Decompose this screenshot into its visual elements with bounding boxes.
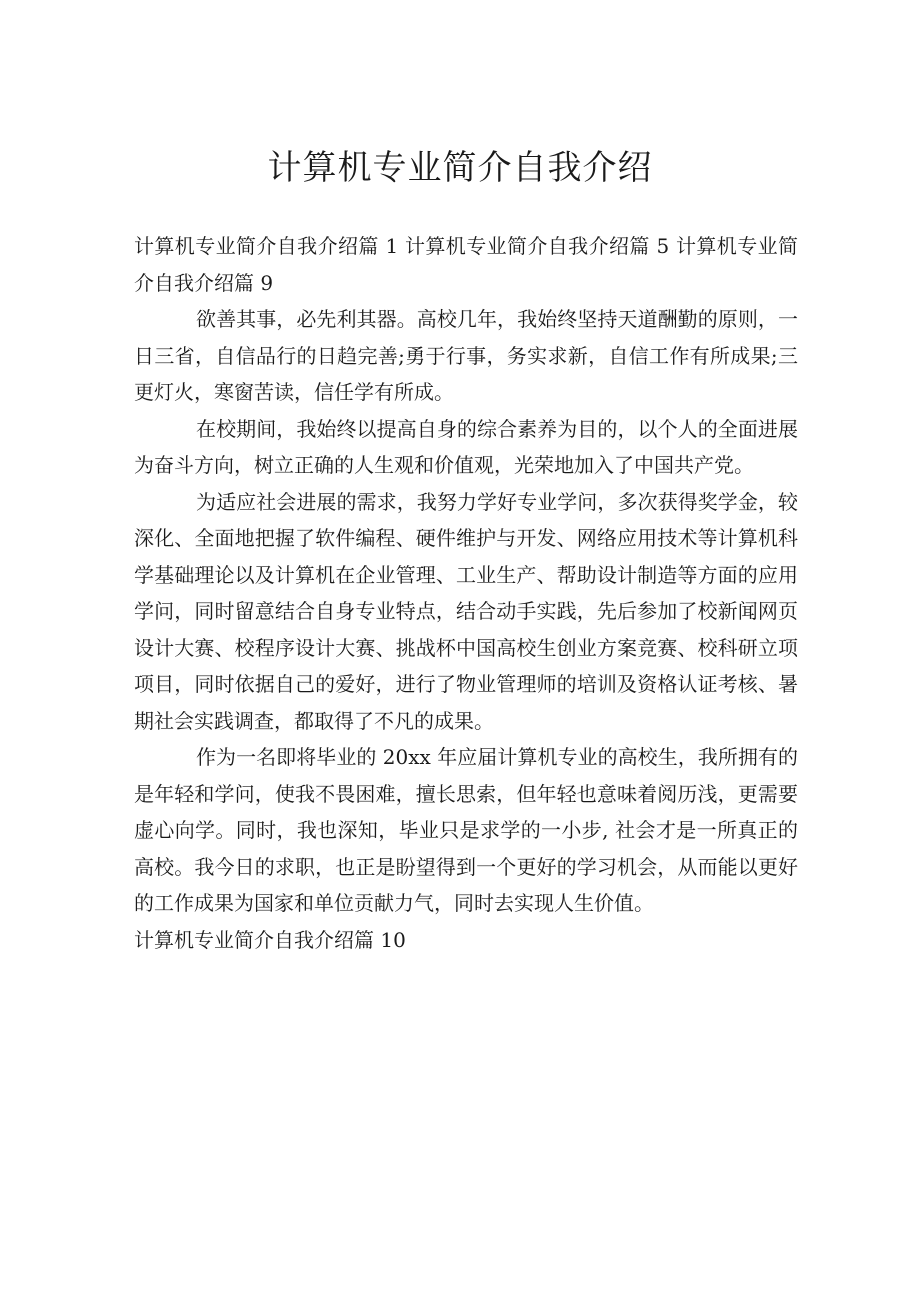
section-heading-list: 计算机专业简介自我介绍篇 1 计算机专业简介自我介绍篇 5 计算机专业简介自我介绍篇 9 bbox=[134, 234, 798, 295]
body-paragraph-1: 欲善其事，必先利其器。高校几年，我始终坚持天道酬勤的原则，一日三省，自信品行的日趋完善;勇于行事，务实求新，自信工作有所成果;三更灯火，寒窗苦读，信任学有所成。 bbox=[134, 307, 798, 404]
body-paragraph-3: 为适应社会进展的需求，我努力学好专业学问，多次获得奖学金，较深化、全面地把握了软件编程、硬件维护与开发、网络应用技术等计算机科学基础理论以及计算机在企业管理、工业生产、帮助设计制造等方面的应用学问，同时留意结合自身专业特点，结合动手实践，先后参加了校新闻网页设计大赛、校程序设计大赛、挑战杯中国高校生创业方案竞赛、校科研立项项目，同时依据自己的爱好，进行了物业管理师的培训及资格认证考核、暑期社会实践调查，都取得了不凡的成果。 bbox=[134, 489, 798, 733]
document-body bbox=[134, 228, 798, 958]
section-heading-10: 计算机专业简介自我介绍篇 10 bbox=[134, 927, 406, 952]
document-title: 计算机专业简介自我介绍 bbox=[267, 148, 653, 188]
body-paragraph-2: 在校期间，我始终以提高自身的综合素养为目的，以个人的全面进展为奋斗方向，树立正确的人生观和价值观，光荣地加入了中国共产党。 bbox=[134, 416, 798, 477]
body-paragraph-4: 作为一名即将毕业的 20xx 年应届计算机专业的高校生，我所拥有的是年轻和学问，使我不畏困难，擅长思索，但年轻也意味着阅历浅，更需要虚心向学。同时，我也深知，毕业只是求学的一小步, 社会才是一所真正的高校。我今日的求职，也正是盼望得到一个更好的学习机会，从而能以更好的工作成果为国家和单位贡献力气，同时去实现人生价值。 bbox=[134, 745, 798, 915]
